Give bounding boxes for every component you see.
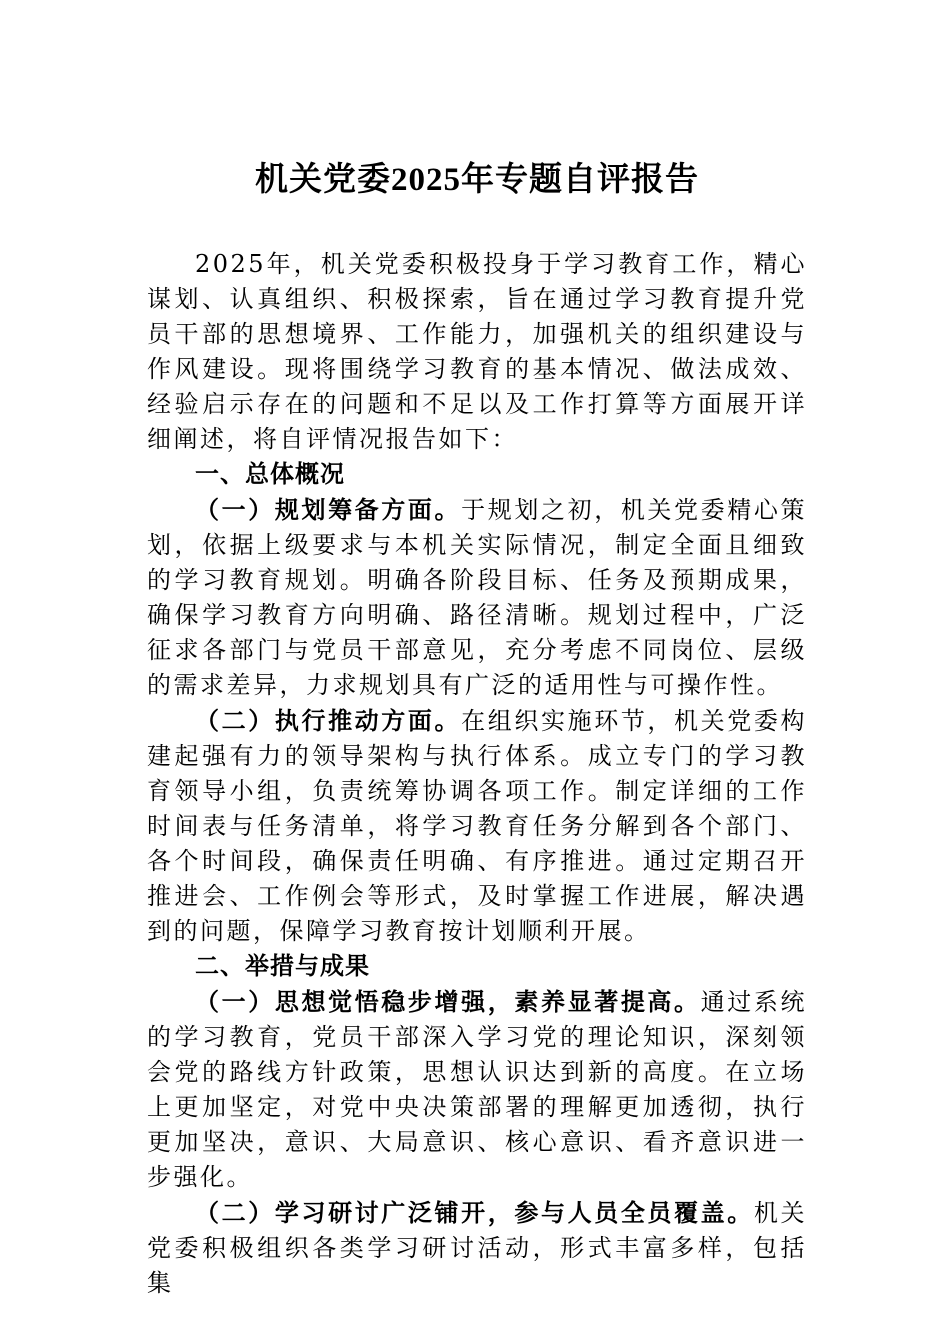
section-heading-overview: 一、总体概况 — [195, 460, 345, 488]
paragraph-planning — [147, 492, 807, 703]
paragraph-body: 在组织实施环节，机关党委构建起强有力的领导架构与执行体系。成立专门的学习教育领导小组，负责统筹协调各项工作。制定详细的工作时间表与任务清单，将学习教育任务分解到各个部门、各个时间段，确保责任明确、有序推进。通过定期召开推进会、工作例会等形式，及时掌握工作进展，解决遇到的问题，保障学习教育按计划顺利开展。 — [147, 707, 808, 945]
document-title: 机关党委2025年专题自评报告 — [255, 162, 699, 198]
paragraph-body: 机关党委积极组织各类学习研讨活动，形式丰富多样，包括集 — [147, 1199, 808, 1297]
paragraph-lead: （一）思想觉悟稳步增强，素养显著提高。 — [195, 987, 701, 1016]
paragraph-execution — [147, 703, 807, 949]
paragraph-body: 于规划之初，机关党委精心策划，依据上级要求与本机关实际情况，制定全面且细致的学习教育规划。明确各阶段目标、任务及预期成果，确保学习教育方向明确、路径清晰。规划过程中，广泛征求各部门与党员干部意见，充分考虑不同岗位、层级的需求差异，力求规划具有广泛的适用性与可操作性。 — [147, 496, 808, 699]
paragraph-ideology — [147, 984, 807, 1195]
paragraph-seminars — [147, 1195, 807, 1301]
paragraph-lead: （二）学习研讨广泛铺开，参与人员全员覆盖。 — [195, 1198, 754, 1227]
paragraph-lead: （一）规划筹备方面。 — [195, 495, 462, 524]
paragraph-body: 通过系统的学习教育，党员干部深入学习党的理论知识，深刻领会党的路线方针政策，思想认识达到新的高度。在立场上更加坚定，对党中央决策部署的理解更加透彻，执行更加坚决，意识、大局意识、核心意识、看齐意识进一步强化。 — [147, 988, 808, 1191]
document-page — [147, 158, 807, 1301]
paragraph-lead: （二）执行推动方面。 — [195, 706, 462, 735]
section-heading-measures: 二、举措与成果 — [195, 952, 370, 980]
intro-paragraph: 2025年，机关党委积极投身于学习教育工作，精心谋划、认真组织、积极探索，旨在通过学习教育提升党员干部的思想境界、工作能力，加强机关的组织建设与作风建设。现将围绕学习教育的基本情况、做法成效、经验启示存在的问题和不足以及工作打算等方面展开详细阐述，将自评情况报告如下： — [147, 250, 807, 453]
